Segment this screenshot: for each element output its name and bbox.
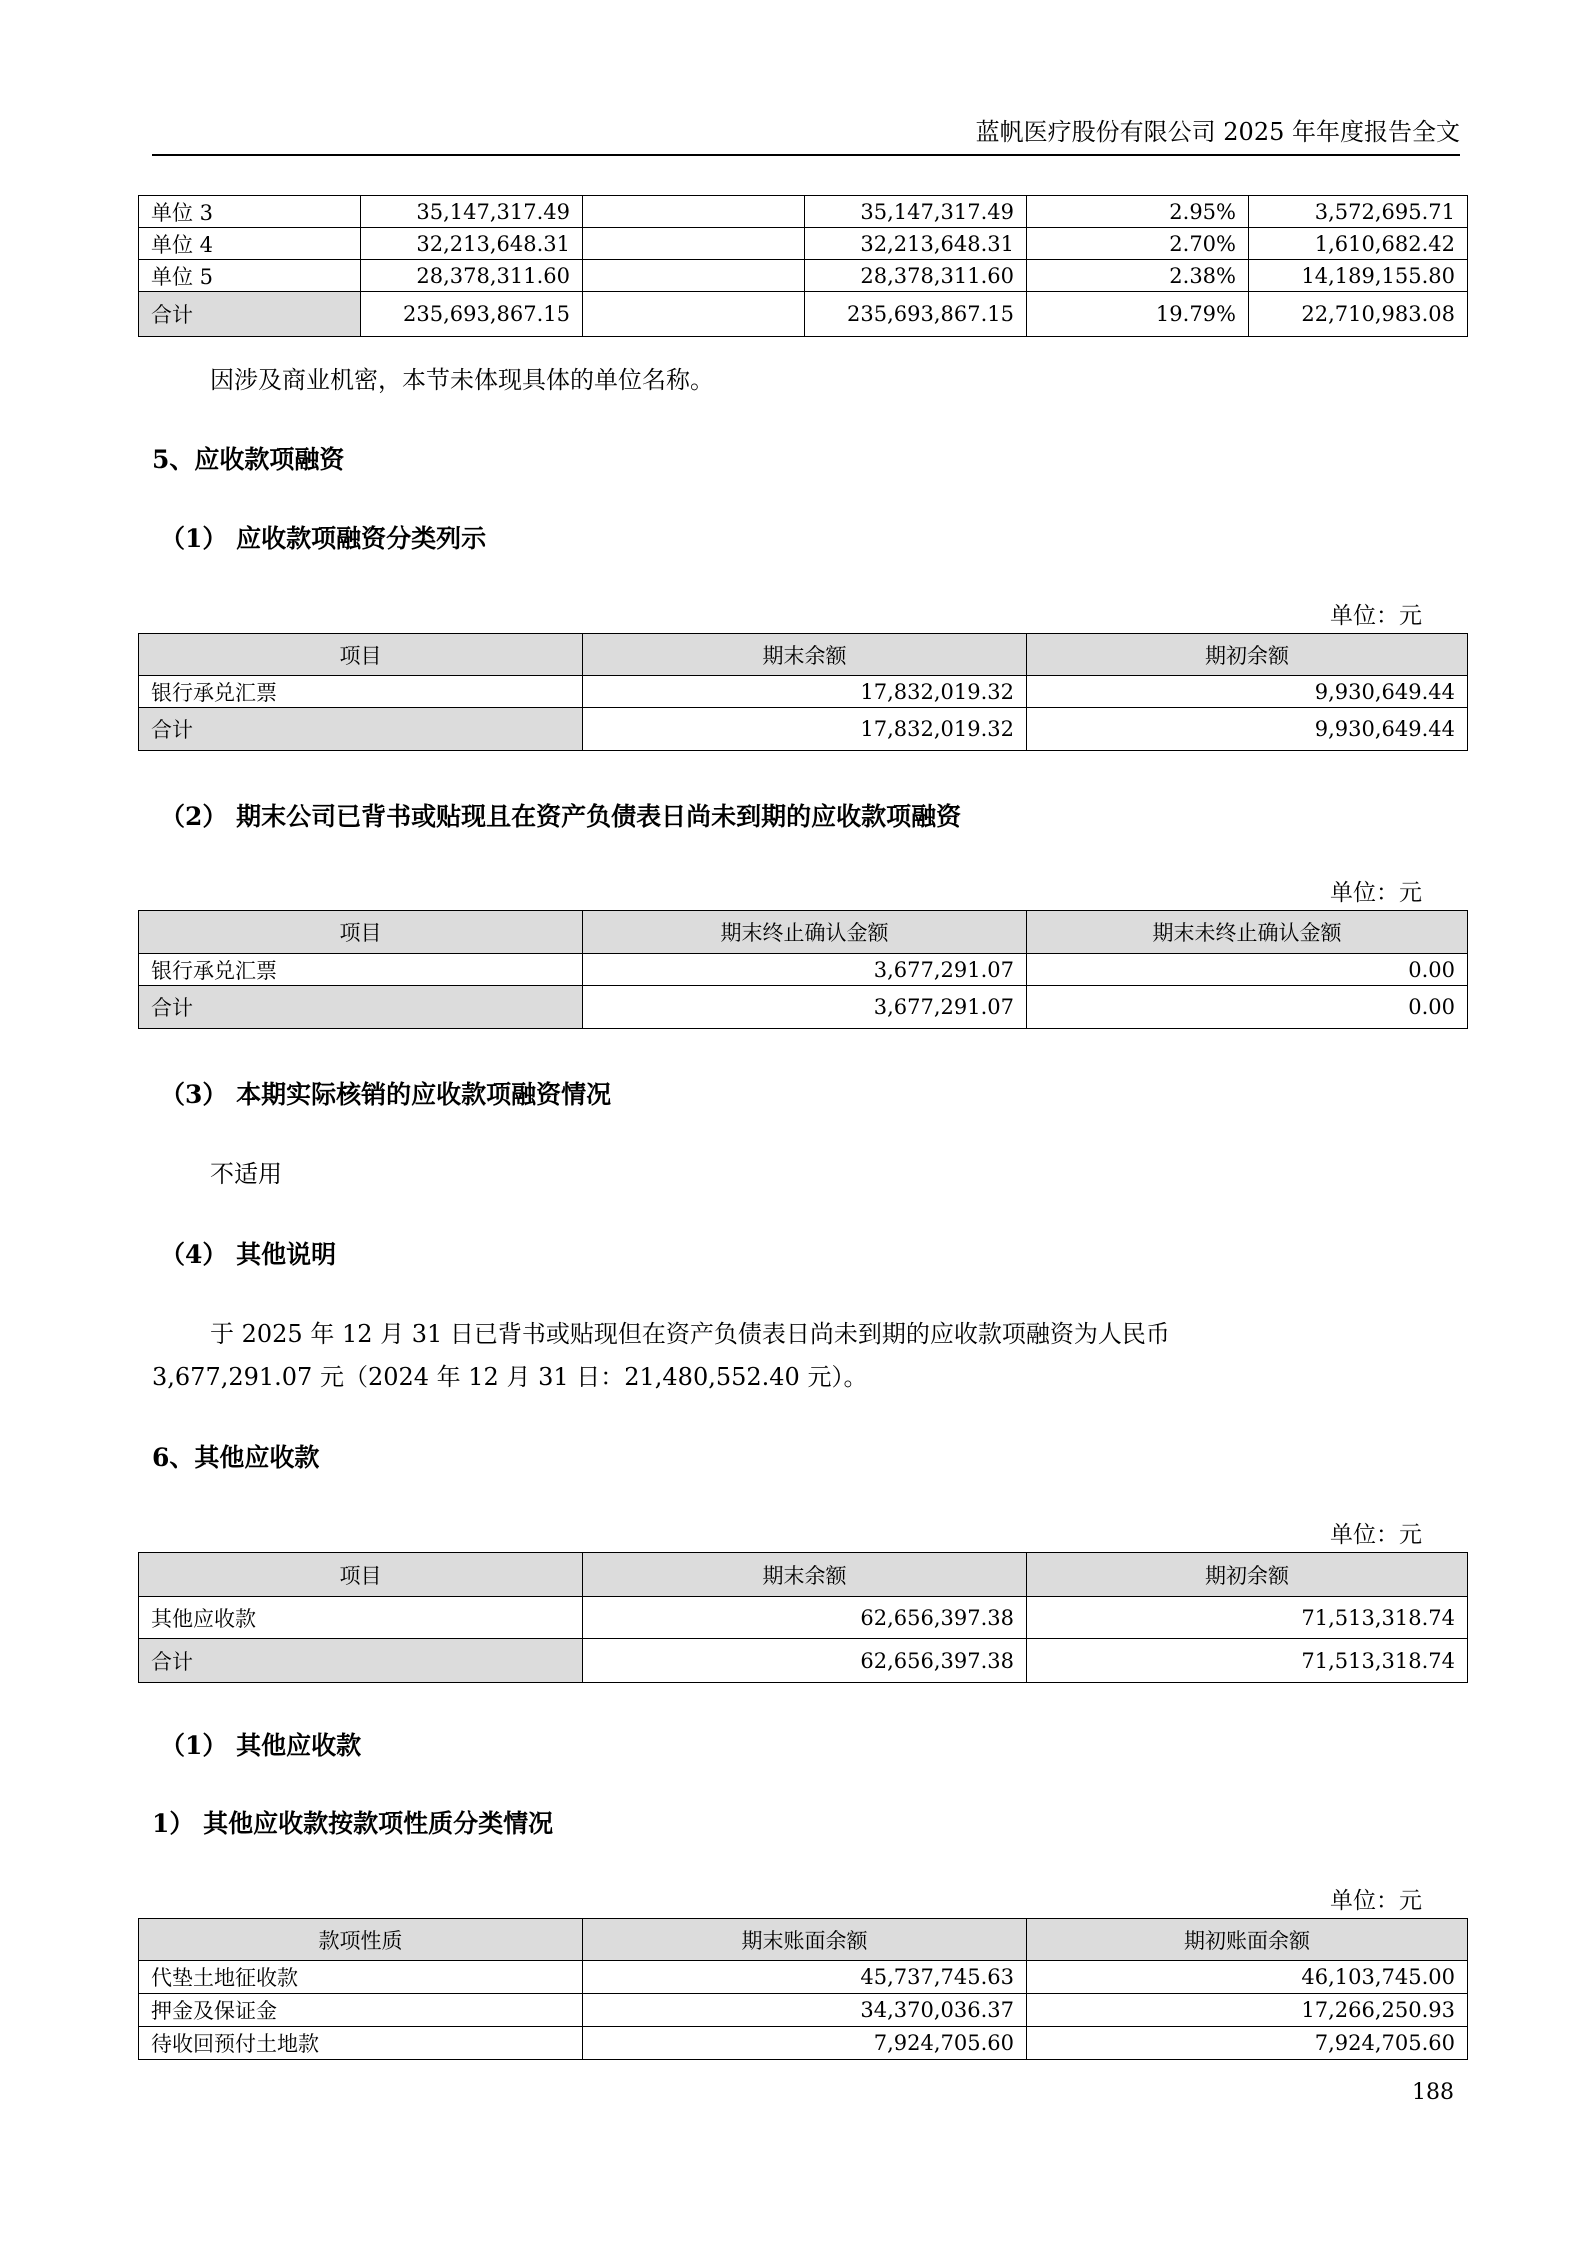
column-header: 项目: [139, 634, 583, 676]
page-number: 188: [1412, 2080, 1454, 2105]
table-cell: 46,103,745.00: [1027, 1961, 1468, 1994]
table-row: [139, 228, 1468, 260]
table-cell: 合计: [139, 1639, 583, 1683]
table-cell: 7,924,705.60: [1027, 2027, 1468, 2060]
column-header: 项目: [139, 911, 583, 954]
table-cell: 银行承兑汇票: [139, 954, 583, 986]
table-row-total: [139, 1639, 1468, 1683]
table-cell: 71,513,318.74: [1027, 1639, 1468, 1683]
table-cell: 35,147,317.49: [361, 196, 583, 228]
other-notes-line-2: 3,677,291.07 元（2024 年 12 月 31 日：21,480,552.40 元）。: [152, 1363, 868, 1391]
table-cell: 单位 5: [139, 260, 361, 292]
table-cell: 22,710,983.08: [1249, 292, 1468, 337]
table-cell: 代垫土地征收款: [139, 1961, 583, 1994]
table-row: [139, 1961, 1468, 1994]
column-header: 期末余额: [583, 634, 1027, 676]
table-cell: 17,832,019.32: [583, 676, 1027, 708]
table-cell: 单位 3: [139, 196, 361, 228]
table-cell: 235,693,867.15: [805, 292, 1027, 337]
table-row: [139, 1597, 1468, 1639]
table-cell: 28,378,311.60: [361, 260, 583, 292]
report-header-title: 蓝帆医疗股份有限公司 2025 年年度报告全文: [975, 118, 1460, 146]
table-cell: 34,370,036.37: [583, 1994, 1027, 2027]
receivables-by-nature-table: [138, 1918, 1468, 2060]
table-cell: 19.79%: [1027, 292, 1249, 337]
table-row: [139, 1994, 1468, 2027]
table-cell: 235,693,867.15: [361, 292, 583, 337]
table-header-row: [139, 634, 1468, 676]
table-cell: 待收回预付土地款: [139, 2027, 583, 2060]
table-cell: 32,213,648.31: [361, 228, 583, 260]
table-row-total: [139, 986, 1468, 1029]
table-cell: 3,677,291.07: [583, 986, 1027, 1029]
table-cell: [583, 228, 805, 260]
table-cell: 合计: [139, 708, 583, 751]
table-cell: 71,513,318.74: [1027, 1597, 1468, 1639]
table-cell: [583, 196, 805, 228]
table-row: [139, 676, 1468, 708]
section-5-1-title: （1） 应收款项融资分类列示: [160, 524, 487, 553]
table-cell: [583, 260, 805, 292]
column-header: 期初余额: [1027, 634, 1468, 676]
column-header: 期初账面余额: [1027, 1919, 1468, 1961]
table-cell: 62,656,397.38: [583, 1597, 1027, 1639]
table-cell: 2.38%: [1027, 260, 1249, 292]
section-5-2-title: （2） 期末公司已背书或贴现且在资产负债表日尚未到期的应收款项融资: [160, 802, 962, 831]
table-cell: 银行承兑汇票: [139, 676, 583, 708]
table-cell: 其他应收款: [139, 1597, 583, 1639]
other-notes-line-1: 于 2025 年 12 月 31 日已背书或贴现但在资产负债表日尚未到期的应收款项融资为人民币: [210, 1320, 1170, 1348]
unit-label: 单位：元: [1330, 880, 1422, 906]
top-customer-table: [138, 195, 1468, 337]
table-cell: 9,930,649.44: [1027, 708, 1468, 751]
table-cell: 合计: [139, 986, 583, 1029]
table-cell: 2.95%: [1027, 196, 1249, 228]
column-header: 项目: [139, 1553, 583, 1597]
table-cell: 62,656,397.38: [583, 1639, 1027, 1683]
column-header: 期末终止确认金额: [583, 911, 1027, 954]
table-cell: 17,832,019.32: [583, 708, 1027, 751]
table-header-row: [139, 1919, 1468, 1961]
table-cell: 3,677,291.07: [583, 954, 1027, 986]
table-cell: 合计: [139, 292, 361, 337]
table-cell: 45,737,745.63: [583, 1961, 1027, 1994]
column-header: 期末账面余额: [583, 1919, 1027, 1961]
not-applicable-text: 不适用: [210, 1160, 282, 1188]
unit-label: 单位：元: [1330, 1888, 1422, 1914]
column-header: 款项性质: [139, 1919, 583, 1961]
table-cell: 35,147,317.49: [805, 196, 1027, 228]
table-row: [139, 196, 1468, 228]
table-row-total: [139, 292, 1468, 337]
table-cell: 7,924,705.60: [583, 2027, 1027, 2060]
table-header-row: [139, 911, 1468, 954]
table-cell: 单位 4: [139, 228, 361, 260]
table-row-total: [139, 708, 1468, 751]
section-6-1-1-title: 1） 其他应收款按款项性质分类情况: [152, 1809, 554, 1838]
section-6-title: 6、其他应收款: [152, 1443, 320, 1472]
unit-label: 单位：元: [1330, 1522, 1422, 1548]
table-cell: 14,189,155.80: [1249, 260, 1468, 292]
table-header-row: [139, 1553, 1468, 1597]
section-5-title: 5、应收款项融资: [152, 445, 345, 474]
column-header: 期末未终止确认金额: [1027, 911, 1468, 954]
table-cell: 0.00: [1027, 954, 1468, 986]
table-cell: 2.70%: [1027, 228, 1249, 260]
table-cell: 32,213,648.31: [805, 228, 1027, 260]
table-cell: 3,572,695.71: [1249, 196, 1468, 228]
table-cell: 押金及保证金: [139, 1994, 583, 2027]
section-6-1-title: （1） 其他应收款: [160, 1731, 362, 1760]
table-row: [139, 2027, 1468, 2060]
column-header: 期初余额: [1027, 1553, 1468, 1597]
column-header: 期末余额: [583, 1553, 1027, 1597]
table-cell: 1,610,682.42: [1249, 228, 1468, 260]
section-5-3-title: （3） 本期实际核销的应收款项融资情况: [160, 1080, 612, 1109]
table-cell: 0.00: [1027, 986, 1468, 1029]
confidentiality-note: 因涉及商业机密，本节未体现具体的单位名称。: [210, 366, 714, 394]
table-row: [139, 260, 1468, 292]
endorsed-discounted-table: [138, 910, 1468, 1029]
header-divider: [152, 154, 1460, 156]
table-cell: [583, 292, 805, 337]
section-5-4-title: （4） 其他说明: [160, 1240, 337, 1269]
table-cell: 17,266,250.93: [1027, 1994, 1468, 2027]
table-cell: 28,378,311.60: [805, 260, 1027, 292]
unit-label: 单位：元: [1330, 603, 1422, 629]
table-row: [139, 954, 1468, 986]
receivables-financing-table: [138, 633, 1468, 751]
table-cell: 9,930,649.44: [1027, 676, 1468, 708]
other-receivables-table: [138, 1552, 1468, 1683]
